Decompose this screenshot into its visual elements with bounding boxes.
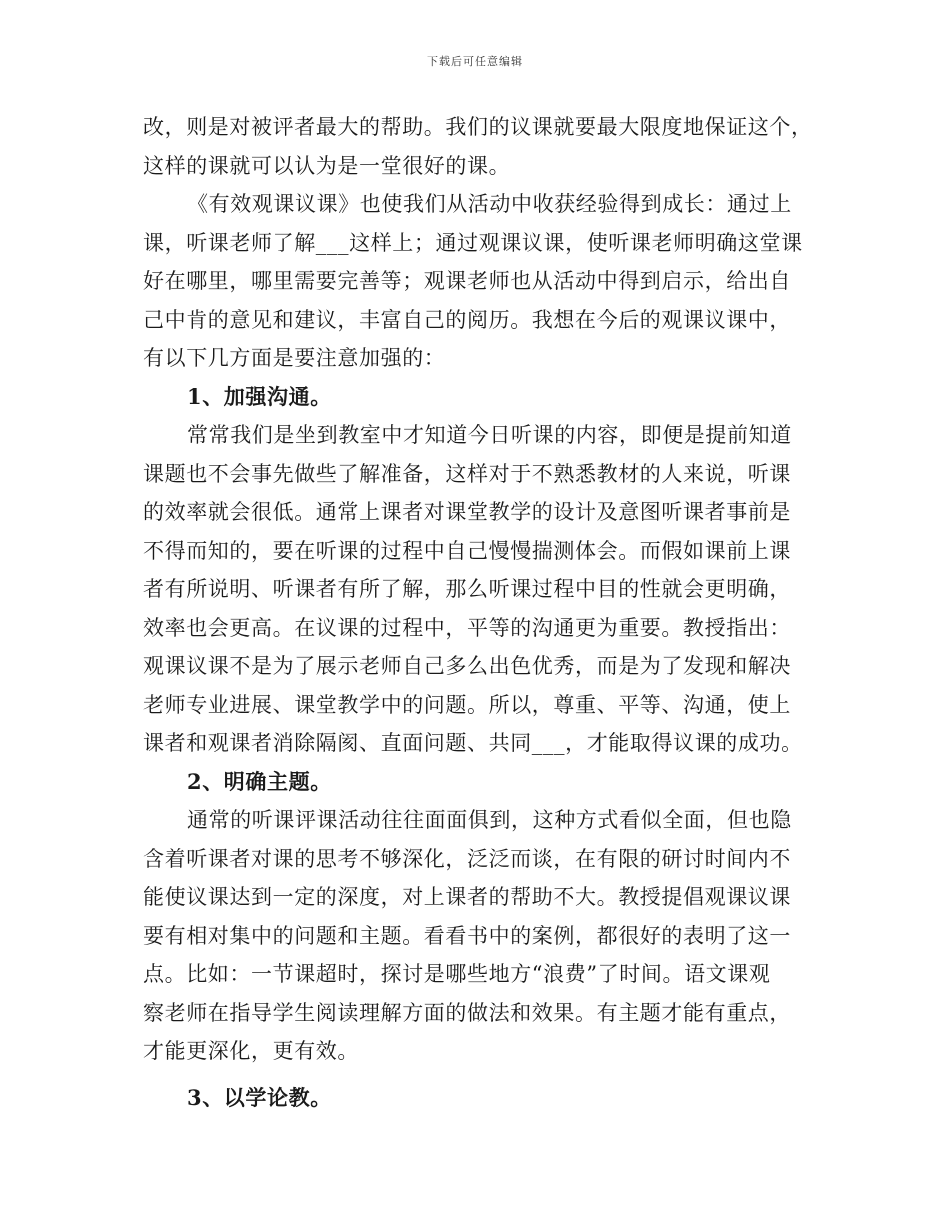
paragraph-line: 这样的课就可以认为是一堂很好的课。 bbox=[143, 153, 511, 178]
paragraph-line: 改，则是对被评者最大的帮助。我们的议课就要最大限度地保证这个， bbox=[143, 115, 813, 139]
paragraph-line: 不得而知的，要在听课的过程中自己慢慢揣测体会。而假如课前上课 bbox=[143, 538, 791, 563]
document-body bbox=[143, 108, 813, 1117]
paragraph-line: 的效率就会很低。通常上课者对课堂教学的设计及意图听课者事前是 bbox=[143, 500, 791, 524]
section-heading: 3、以学论教。 bbox=[187, 1084, 332, 1110]
paragraph-line: 通常的听课评课活动往往面面俱到，这种方式看似全面，但也隐 bbox=[187, 808, 792, 832]
paragraph-line: 好在哪里，哪里需要完善等；观课老师也从活动中得到启示，给出自 bbox=[143, 269, 791, 293]
paragraph-line: 察老师在指导学生阅读理解方面的做法和效果。有主题才能有重点， bbox=[143, 1000, 791, 1025]
section-heading: 1、加强沟通。 bbox=[187, 383, 332, 409]
page-header-note: 下载后可任意编辑 bbox=[427, 55, 523, 68]
paragraph-line: 点。比如：一节课超时，探讨是哪些地方“浪费”了时间。语文课观 bbox=[143, 962, 771, 986]
paragraph-line: 效率也会更高。在议课的过程中，平等的沟通更为重要。教授指出： bbox=[143, 615, 791, 640]
paragraph-line: 有以下几方面是要注意加强的： bbox=[143, 346, 446, 370]
paragraph-line: 课，听课老师了解___这样上；通过观课议课，使听课老师明确这堂课 bbox=[143, 230, 803, 255]
paragraph-line: 常常我们是坐到教室中才知道今日听课的内容，即便是提前知道 bbox=[187, 423, 792, 447]
paragraph-line: 含着听课者对课的思考不够深化，泛泛而谈，在有限的研讨时间内不 bbox=[143, 846, 791, 871]
paragraph-line: 课者和观课者消除隔阂、直面问题、共同___，才能取得议课的成功。 bbox=[143, 731, 803, 755]
section-heading: 2、明确主题。 bbox=[187, 768, 332, 794]
paragraph-line: 要有相对集中的问题和主题。看看书中的案例，都很好的表明了这一 bbox=[143, 923, 791, 948]
paragraph-line: 老师专业进展、课堂教学中的问题。所以，尊重、平等、沟通，使上 bbox=[143, 692, 791, 717]
paragraph-line: 《有效观课议课》也使我们从活动中收获经验得到成长：通过上 bbox=[187, 192, 792, 216]
paragraph-line: 观课议课不是为了展示老师自己多么出色优秀，而是为了发现和解决 bbox=[143, 654, 791, 678]
paragraph-line: 己中肯的意见和建议，丰富自己的阅历。我想在今后的观课议课中， bbox=[143, 307, 791, 332]
paragraph-line: 才能更深化，更有效。 bbox=[143, 1039, 359, 1063]
paragraph-line: 者有所说明、听课者有所了解，那么听课过程中目的性就会更明确， bbox=[143, 577, 791, 601]
paragraph-line: 课题也不会事先做些了解准备，这样对于不熟悉教材的人来说，听课 bbox=[143, 461, 791, 486]
paragraph-line: 能使议课达到一定的深度，对上课者的帮助不大。教授提倡观课议课 bbox=[143, 885, 791, 909]
